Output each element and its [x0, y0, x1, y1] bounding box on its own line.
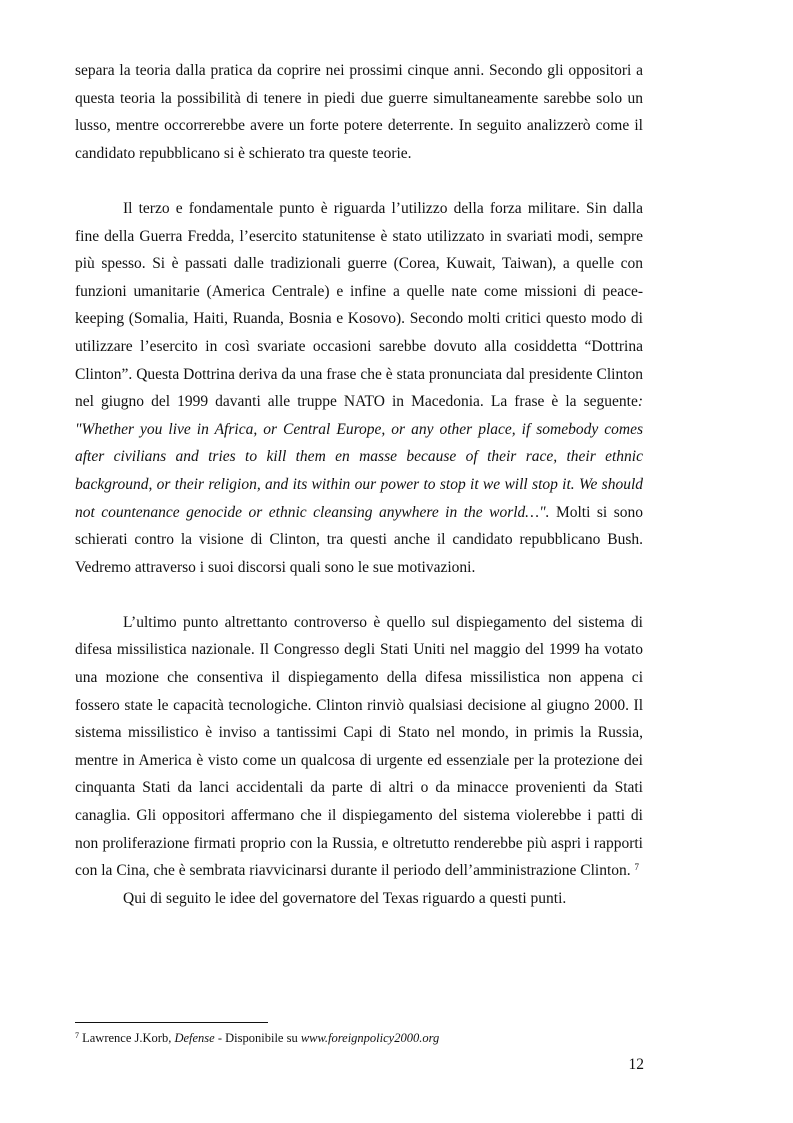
document-body	[75, 57, 643, 912]
footnote-divider	[75, 1022, 268, 1023]
footnote-author: Lawrence J.Korb,	[82, 1031, 175, 1045]
paragraph-2-tail: Molti si sono schierati contro la visione di Clinton, tra questi anche il candidato repubblicano Bush. Vedremo attraverso i suoi discorsi quali sono le sue motivazioni.	[75, 503, 643, 576]
footnote-ref[interactable]: 7	[634, 862, 640, 873]
footnote-title: Defense	[174, 1031, 215, 1045]
clinton-quote: : "Whether you live in Africa, or Central Europe, or any other place, if somebody comes after civilians and tries to kill them en masse because of their race, their ethnic background, or their religion, and its within our power to stop it we will stop it. We should not countenance genocide or ethnic cleansing anywhere in the world…".	[75, 393, 643, 521]
footnote-number: 7	[75, 1031, 79, 1040]
paragraph-3-text: L’ultimo punto altrettanto controverso è quello sul dispiegamento del sistema di difesa missilistica nazionale. Il Congresso degli Stati Uniti nel maggio del 1999 ha votato una mozione che consentiva il dispiegamento della difesa missilistica non appena ci fossero state le capacità tecnologiche. Clinton rinviò qualsiasi decisione al giugno 2000. Il sistema missilistico è inviso a tantissimi Capi di Stato nel mondo, in primis la Russia, mentre in America è visto come un qualcosa di urgente ed essenziale per la protezione dei cinquanta Stati da lanci accidentali da parte di altri o da minacce provenienti da Stati canaglia. Gli oppositori affermano che il dispiegamento del sistema violerebbe i patti di non proliferazione firmati proprio con la Russia, e oltretutto renderebbe più aspri i rapporti con la Cina, che è sembrata riavvicinarsi durante il periodo dell’amministrazione Clinton.	[75, 613, 643, 880]
paragraph-3	[75, 609, 643, 885]
paragraph-2-text: Il terzo e fondamentale punto è riguarda l’utilizzo della forza militare. Sin dalla fine della Guerra Fredda, l’esercito statunitense è stato utilizzato in svariati modi, sempre più spesso. Si è passati dalle tradizionali guerre (Corea, Kuwait, Taiwan), a quelle con funzioni umanitarie (America Centrale) e infine a quelle nate come missioni di peace-keeping (Somalia, Haiti, Ruanda, Bosnia e Kosovo). Secondo molti critici questo modo di utilizzare l’esercito in così svariate occasioni sarebbe dovuto alla cosiddetta “Dottrina Clinton”. Questa Dottrina deriva da una frase che è stata pronunciata dal presidente Clinton nel giugno del 1999 davanti alle truppe NATO in Macedonia. La frase è la seguente	[75, 199, 643, 411]
paragraph-1: separa la teoria dalla pratica da coprire nei prossimi cinque anni. Secondo gli oppositori a questa teoria la possibilità di tenere in piedi due guerre simultaneamente sarebbe solo un lusso, mentre occorrerebbe avere un forte potere deterrente. In seguito analizzerò come il candidato repubblicano si è schierato tra queste teorie.	[75, 62, 643, 162]
paragraph-4: Qui di seguito le idee del governatore del Texas riguardo a questi punti.	[123, 889, 567, 907]
footnote	[75, 1030, 675, 1046]
footnote-middle: - Disponibile su	[214, 1031, 301, 1045]
paragraph-2	[75, 195, 643, 581]
page-number: 12	[628, 1056, 644, 1073]
footnote-site-link[interactable]: www.foreignpolicy2000.org	[300, 1031, 440, 1045]
